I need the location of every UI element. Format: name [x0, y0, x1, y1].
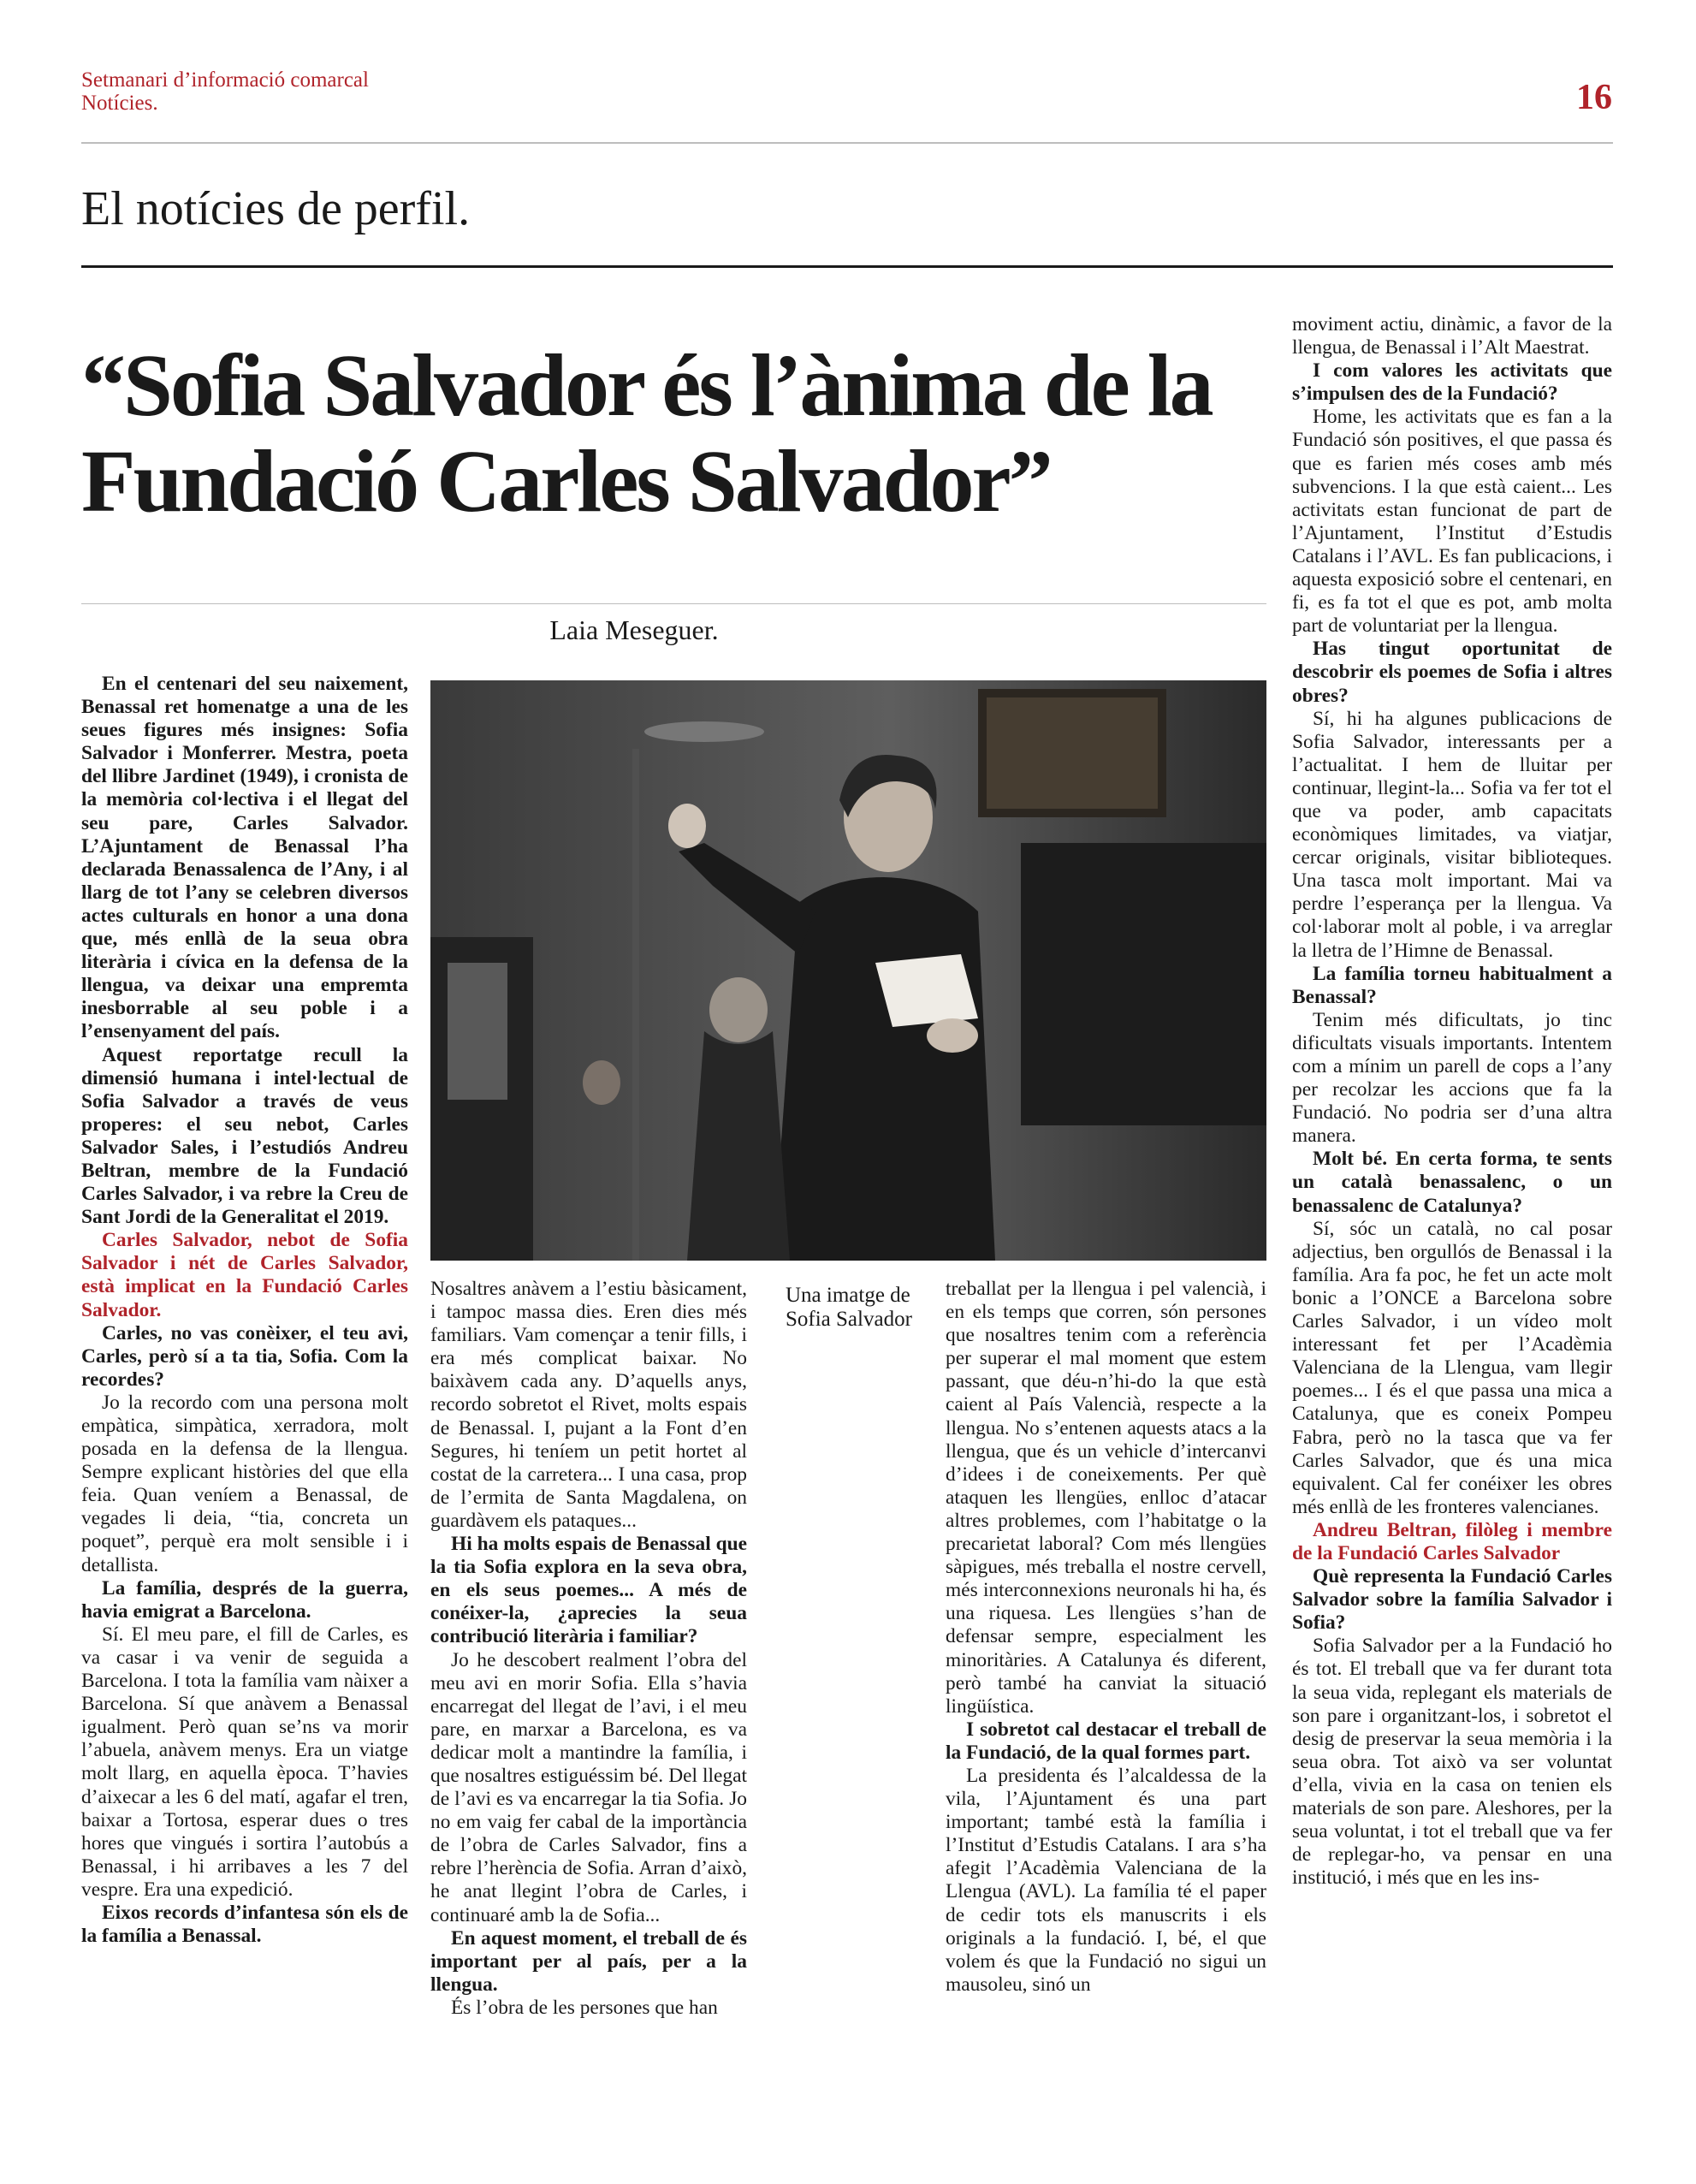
answer-paragraph: Jo la recordo com una persona molt empàtica, simpàtica, xerradora, molt posada en la defensa de la llengua. Sempre explicant històries del que ella feia. Quan veníem a Benassal, de vegades li deia, “tia, concreta un poquet”, perquè era molt sensible i i detallista.	[81, 1391, 408, 1576]
interview-question: Hi ha molts espais de Benassal que la tia Sofia explora en la seva obra, en els seus poemes... A més de conéixer-la, ¿aprecies la seua contribució literària i familiar?	[430, 1533, 747, 1648]
interview-question: I com valores les activitats que s’impulsen des de la Fundació?	[1292, 359, 1612, 406]
interview-question: Eixos records d’infantesa són els de la família a Benassal.	[81, 1901, 408, 1948]
photo-caption: Una imatge de Sofia Salvador	[786, 1284, 912, 1331]
answer-paragraph: La presidenta és l’alcaldessa de la vila, l’Ajuntament és una part important; també està la família i l’Institut d’Estudis Catalans. I ara s’ha afegit l’Acadèmia Valenciana de la Llengua (AVL). La família té el paper de cedir tots els manuscrits i els originals a la fundació. I, bé, el que volem és que la Fundació no sigui un mausoleu, sinó un	[946, 1764, 1266, 1996]
interview-question: Molt bé. En certa forma, te sents un català benassalenc, o un benassalenc de Catalunya?	[1292, 1148, 1612, 1217]
column-4	[1292, 313, 1612, 1890]
continued-paragraph: moviment actiu, dinàmic, a favor de la llengua, de Benassal i l’Alt Maestrat.	[1292, 313, 1612, 359]
publication-name	[81, 68, 369, 115]
continued-paragraph: Nosaltres anàvem a l’estiu bàsicament, i tampoc massa dies. Eren dies més familiars. Vam començar a tenir fills, i era més complicat baixar. No baixàvem cada any. D’aquells anys, recordo sobretot el Rivet, molts espais de Benassal. I, pujant a la Font d’en Segures, hi teníem un petit hortet al costat de la carretera... I una casa, prop de l’ermita de Santa Magdalena, on guardàvem els pataques...	[430, 1278, 747, 1532]
answer-paragraph: Sí, sóc un català, no cal posar adjectius, ben orgullós de Benassal i la família. Ara fa poc, he fet un acte molt bonic a l’ONCE a Barcelona sobre Carles Salvador, i un vídeo molt interessant fet per l’Acadèmia Valenciana de la Llengua, vam llegir poemes... I és el que passa una mica a Catalunya, que es coneix Pompeu Fabra, però no la tasca que va fer Carles Salvador, que és una mica equivalent. Cal fer conéixer les obres més enllà de les fronteres valencianes.	[1292, 1217, 1612, 1518]
lead-paragraph: En el centenari del seu naixement, Benassal ret homenatge a una de les seues figures més insignes: Sofia Salvador i Monferrer. Mestra, poeta del llibre Jardinet (1949), i cronista de la memòria col·lectiva i el llegat del seu pare, Carles Salvador. L’Ajuntament de Benassal l’ha declarada Benassalenca de l’Any, i al llarg de tot l’any se celebren diversos actes culturals en honor a una dona que, més enllà de la seua obra literària i cívica en la defensa de la llengua, va deixar una empremta inesborrable al seu poble i a l’ensenyament del país.	[81, 673, 408, 1043]
page-number: 16	[1576, 78, 1612, 117]
publication-line-2: Notícies.	[81, 92, 158, 115]
answer-paragraph: Home, les activitats que es fan a la Fundació són positives, el que passa és que es farien més coses amb més subvencions. I la que està caient... Les activitats estan funcionat de part de l’Ajuntament, l’Institut d’Estudis Catalans i l’AVL. Es fan publicacions, i aquesta exposició sobre el centenari, en fi, es fa tot el que es pot, amb molta part de voluntariat per la llengua.	[1292, 406, 1612, 638]
answer-paragraph: Sofia Salvador per a la Fundació ho és tot. El treball que va fer durant tota la seua vida, replegant els materials de son pare i organitzant-los, i sobretot el desig de preservar la seua memòria i la seua obra. Tot això va ser voluntat d’ella, vivia en la casa on tenien els materials de son pare. Aleshores, per la seua voluntat, i tot el treball que va fer de replegar-ho, va pensar en una institució, i més que en les ins-	[1292, 1635, 1612, 1890]
interview-question: En aquest moment, el treball de és important per al país, per a la llengua.	[430, 1926, 747, 1996]
answer-paragraph: Sí, hi ha algunes publicacions de Sofia Salvador, interessants per a l’actualitat. I hem de lluitar per continuar, llegint-la... Sofia va fer tot el que va poder, amb capacitats econòmiques limitades, va viatjar, cercar originals, visitar biblioteques. Una tasca molt important. Mai va perdre l’esperança per la llengua. Va col·laborar molt al poble, i va arreglar la lletra de l’Himne de Benassal.	[1292, 707, 1612, 962]
headline-divider	[81, 603, 1266, 604]
section-title: El notícies de perfil.	[81, 182, 471, 235]
section-divider	[81, 265, 1613, 268]
answer-paragraph: És l’obra de les persones que han	[451, 1996, 718, 2019]
interview-question: Has tingut oportunitat de descobrir els poemes de Sofia i altres obres?	[1292, 638, 1612, 707]
interviewee-intro: Andreu Beltran, filòleg i membre de la Fundació Carles Salvador	[1292, 1518, 1612, 1564]
interviewee-intro: Carles Salvador, nebot de Sofia Salvador i nét de Carles Salvador, està implicat en la Fundació Carles Salvador.	[81, 1229, 408, 1321]
interview-question: Carles, no vas conèixer, el teu avi, Carles, però sí a ta tia, Sofia. Com la recordes?	[81, 1321, 408, 1391]
photo-illustration	[430, 680, 1266, 1261]
interview-question: La família torneu habitualment a Benassal?	[1292, 962, 1612, 1008]
header-divider	[81, 142, 1613, 144]
column-1	[81, 673, 408, 1948]
headline: “Sofia Salvador és l’ànima de la Fundació Carles Salvador”	[81, 336, 1212, 531]
interview-question: I sobretot cal destacar el treball de la Fundació, de la qual formes part.	[946, 1718, 1266, 1764]
interview-question: La família, després de la guerra, havia emigrat a Barcelona.	[81, 1576, 408, 1623]
lead-paragraph: Aquest reportatge recull la dimensió humana i intel·lectual de Sofia Salvador a través de veus properes: el seu nebot, Carles Salvador Sales, i l’estudiós Andreu Beltran, membre de la Fundació Carles Salvador, i va rebre la Creu de Sant Jordi de la Generalitat el 2019.	[81, 1043, 408, 1229]
answer-paragraph: Sí. El meu pare, el fill de Carles, es va casar i va venir de seguida a Barcelona. I tota la família vam nàixer a Barcelona. Sí que anàvem a Benassal igualment. Però quan se’ns va morir l’abuela, anàvem menys. Era un viatge molt llarg, en aquella època. T’havies d’aixecar a les 6 del matí, agafar el tren, baixar a Tortosa, esperar dues o tres hores que vingués i sortira l’autobús a Benassal, i hi arribaves a les 7 del vespre. Era una expedició.	[81, 1623, 408, 1901]
column-3	[946, 1278, 1266, 1997]
answer-paragraph: Jo he descobert realment l’obra del meu avi en morir Sofia. Ella s’havia encarregat del llegat de l’avi, i el meu pare, en marxar a Barcelona, es va dedicar molt a mantindre la família, i que nosaltres estiguéssim bé. Del llegat de l’avi es va encarregar la tia Sofia. Jo no em vaig fer cabal de la importància de l’obra de Carles Salvador, fins a rebre l’herència de Sofia. Arran d’això, he anat llegint l’obra de Carles, i continuaré amb la de Sofia...	[430, 1648, 747, 1926]
column-2	[430, 1278, 747, 2020]
continued-paragraph: treballat per la llengua i pel valencià, i en els temps que corren, són persones que nosaltres tenim com a referència per superar el mal moment que estem passant, que déu-n’hi-do la que està caient al País Valencià, respecte a la llengua. No s’entenen aquests atacs a la llengua, que és un vehicle d’intercanvi d’idees i de coneixements. Per què ataquen les llengües, enlloc d’atacar altres problemes, com l’habitatge o la precarietat laboral? Com més llengües sàpigues, més treballa el nostre cervell, més interconnexions neuronals hi ha, és una riquesa. Les llengües s’han de defensar sempre, especialment les minoritàries. A Catalunya és diferent, però també ha canviat la situació lingüística.	[946, 1278, 1266, 1718]
article-photo	[430, 680, 1266, 1261]
byline: Laia Meseguer.	[549, 614, 719, 645]
publication-line-1: Setmanari d’informació comarcal	[81, 68, 369, 92]
interview-question: Què representa la Fundació Carles Salvador sobre la família Salvador i Sofia?	[1292, 1565, 1612, 1635]
answer-paragraph: Tenim més dificultats, jo tinc dificultats visuals importants. Intentem com a mínim un parell de cops a l’any per recolzar les accions que fa la Fundació. No podria ser d’una altra manera.	[1292, 1008, 1612, 1148]
